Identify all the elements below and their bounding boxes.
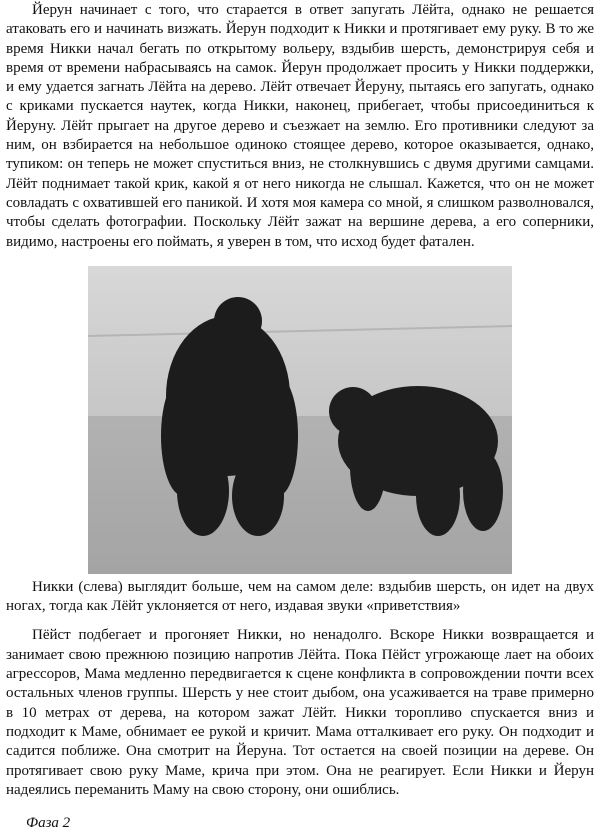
chimpanzee-photo — [88, 266, 512, 574]
chimpanzee-photo-image — [88, 266, 512, 574]
paragraph-1: Йерун начинает с того, что старается в ответ запугать Лёйта, однако не решается атаковать его и начинать визжать. Йерун подходит к Никки и протягивает ему руку. В то же время Никки начал бегать по открытому вольеру, вздыбив шерсть, демонстрируя себя и время от времени набрасываясь на самок. Йерун продолжает просить у Никки поддержки, и ему удается загнать Лёйта на дерево. Лёйт отвечает Йеруну, пытаясь его запугать, однако с криками пускается наутек, когда Никки, наконец, прибегает, чтобы присоединиться к Йеруну. Лёйт прыгает на другое дерево и съезжает на землю. Его противники следуют за ним, он взбирается на небольшое одиноко стоящее дерево, которое оказывается, однако, тупиком: он теперь не может спуститься вниз, не столкнувшись с двумя другими самцами. Лёйт поднимает такой крик, какой я от него никогда не слышал. Кажется, что он не может совладать с охватившей его паникой. И хотя моя камера со мной, я слишком разволновался, чтобы сделать фотографии. Поскольку Лёйт зажат на вершине дерева, а его соперники, видимо, настроены его поймать, я уверен в том, что исход будет фатален. — [6, 2, 594, 250]
paragraph-2: Пёйст подбегает и прогоняет Никки, но ненадолго. Вскоре Никки возвращается и занимает свою прежнюю позицию напротив Лёйта. Пока Пёйст угрожающе лает на обоих агрессоров, Мама медленно передвигается к сцене конфликта в сопровождении почти всех остальных членов группы. Шерсть у нее стоит дыбом, она усаживается на траве примерно в 10 метрах от дерева, на котором зажат Лёйт. Никки торопливо спускается вниз и подходит к Маме, обнимает ее рукой и кричит. Мама отталкивает его руку. Он подходит и садится поближе. Она смотрит на Йеруна. Тот остается на своей позиции на дереве. Он протягивает свою руку Маме, крича при этом. Она не реагирует. Если Никки и Йерун надеялись переманить Маму на свою сторону, они ошиблись. — [6, 627, 594, 798]
photo-caption: Никки (слева) выглядит больше, чем на самом деле: вздыбив шерсть, он идет на двух ногах, тогда как Лёйт уклоняется от него, издавая звуки «приветствия» — [6, 578, 594, 615]
section-heading: Фаза 2 — [26, 815, 71, 832]
